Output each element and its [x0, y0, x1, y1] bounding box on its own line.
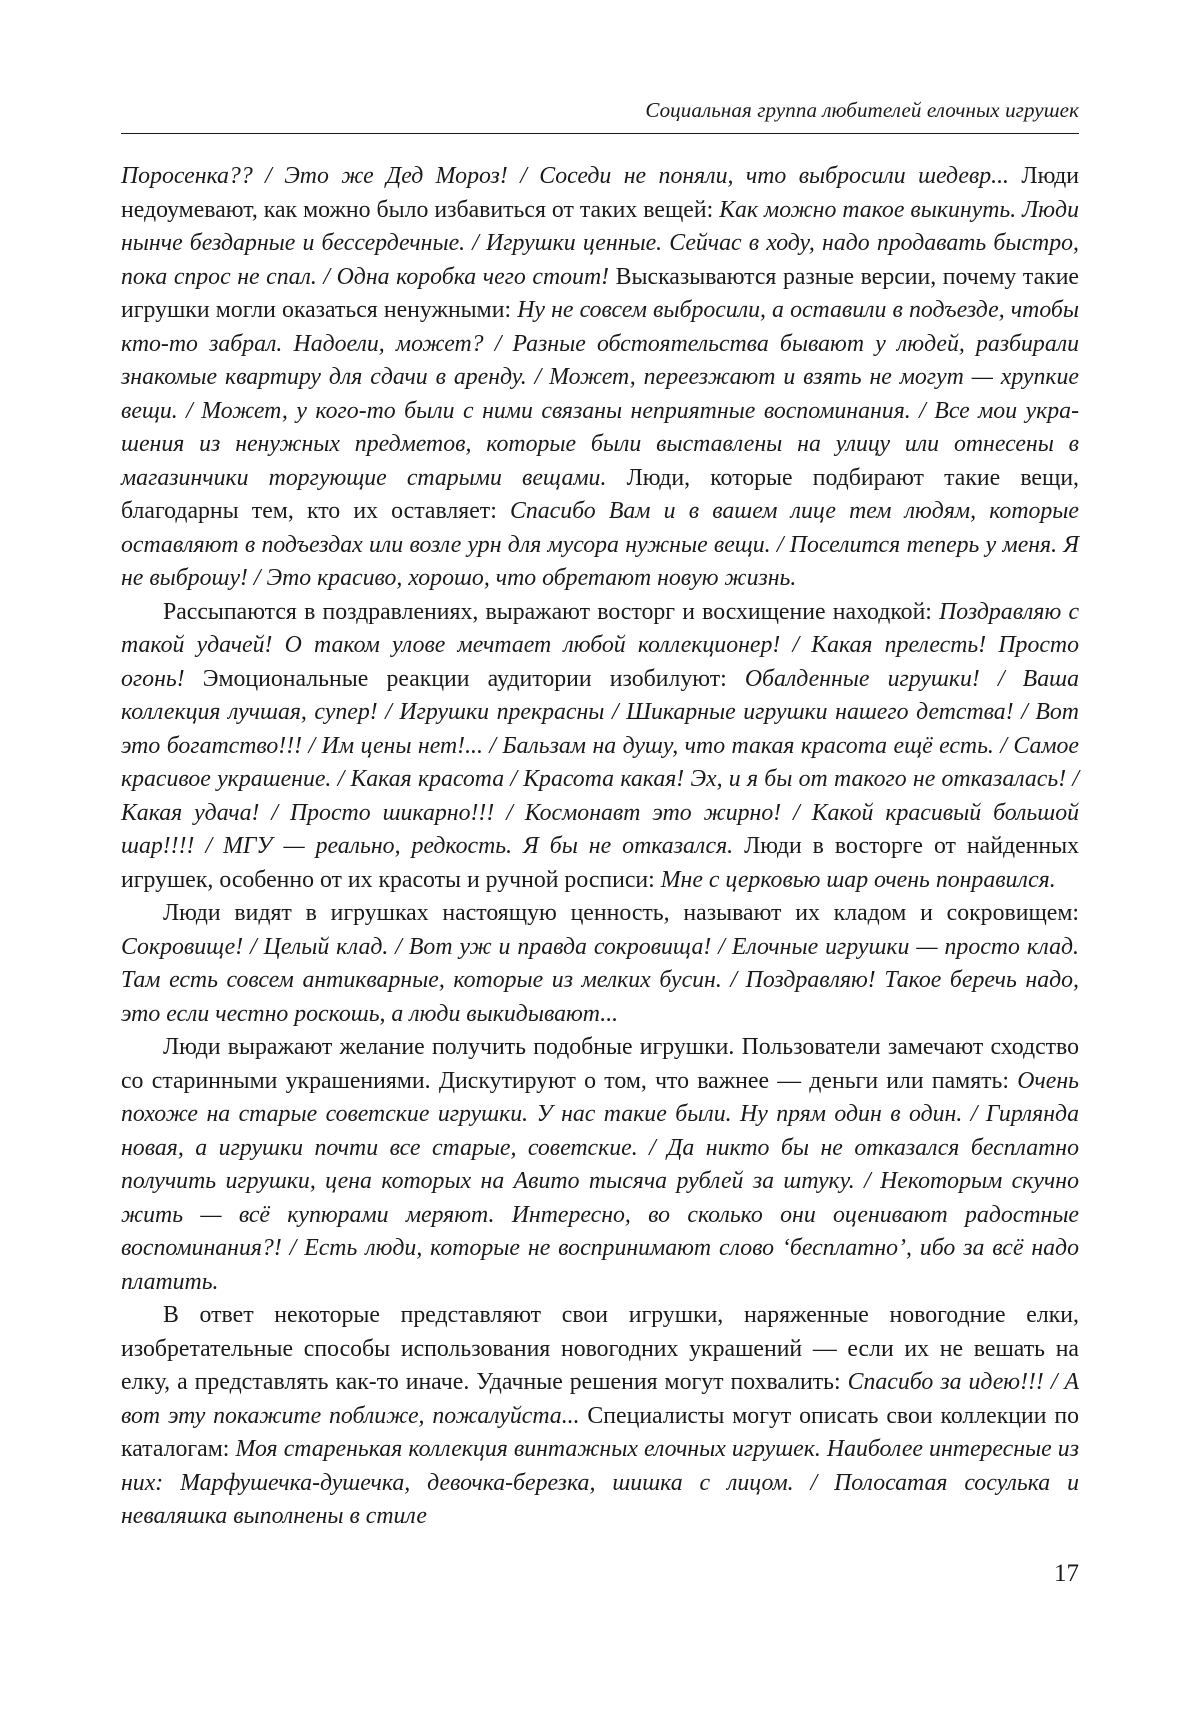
body-sentence: Специалисты могут описать свои коллекции по каталогам:: [121, 1402, 1079, 1462]
quoted-text: Поздравляю с такой удачей! О таком улове мечтает любой коллекционер! / Какая прелесть! Просто огонь!: [121, 598, 1080, 692]
body-sentence: Люди, которые подбирают такие вещи, благодарны тем, кто их оставляет:: [121, 464, 1079, 524]
body-sentence: Люди видят в игрушках настоящую ценность, называют их кладом и сокровищем:: [163, 900, 1079, 926]
quoted-text: Моя старенькая коллекция винтажных елочных игрушек. Наиболее интересные из них: Марфушечка-душечка, девочка-березка, шишка с лицом. / Полосатая сосулька и неваляшка выполнены в стиле: [121, 1436, 1079, 1529]
quoted-text: Поросенка?? / Это же Дед Мороз! / Соседи не поняли, что выбросили шедевр...: [121, 163, 1009, 189]
running-header: Социальная группа любителей елочных игрушек: [645, 98, 1079, 122]
quoted-text: Ну не совсем выбросили, а оставили в подъезде, чтобы кто-то забрал. Надоели, может? / Разные обстоятельства бывают у людей, разбирали знакомые квартиру для сдачи в аренду. / Может, переезжают и взять не могут — хрупкие вещи. / Может, у кого-то были с ними связаны неприятные воспоминания. / Все мои украшения из ненужных предметов, которые были выставлены на улицу или отнесены в магазинчики торгующие старыми вещами.: [121, 297, 1079, 491]
paragraph: [121, 1299, 1079, 1534]
quoted-text: Сокровище! / Целый клад. / Вот уж и правда сокровища! / Елочные игрушки — просто клад. Там есть совсем антикварные, которые из мелких бусин. / Поздравляю! Такое беречь надо, это если честно роскошь, а люди выкидывают...: [121, 933, 1079, 1027]
body-sentence: Люди выражают желание получить подобные игрушки. Пользователи замечают сходство со старинными украшениями. Дискутируют о том, что важнее — деньги или память:: [121, 1034, 1079, 1094]
paragraph: [121, 897, 1079, 1031]
quoted-text: Обалденные игрушки! / Ваша коллекция лучшая, супер! / Игрушки прекрасны / Шикарные игрушки нашего детства! / Вот это богатство!!! / Им цены нет!... / Бальзам на душу, что такая красота ещё есть. / Самое красивое украшение. / Какая красота / Красота какая! Эх, и я бы от такого не отказалась! / Какая удача! / Просто шикарно!!! / Космонавт это жирно! / Какой красивый большой шар!!!! / МГУ — реально, редкость. Я бы не отказался.: [121, 665, 1079, 859]
paragraph: [121, 1031, 1079, 1299]
quoted-text: Как можно такое выкинуть. Люди нынче бездарные и бессердечные. / Игрушки ценные. Сейчас в ходу, надо продавать быстро, пока спрос не спал. / Одна коробка чего стоит!: [121, 196, 1079, 290]
body-text: [121, 160, 1079, 1534]
body-sentence: Рассыпаются в поздравлениях, выражают восторг и восхищение находкой:: [163, 598, 940, 625]
body-sentence: В ответ некоторые представляют свои игрушки, наряженные новогодние елки, изобретательные способы использования новогодних украшений — если их не вешать на елку, а представлять как-то иначе. Удачные решения могут похвалить:: [121, 1302, 1079, 1395]
body-sentence: Эмоциональные реакции аудитории изобилуют:: [184, 665, 745, 692]
quoted-text: Спасибо за идею!!! / А вот эту покажите поближе, пожалуйста...: [121, 1369, 1079, 1429]
body-sentence: Люди в восторге от найденных игрушек, особенно от их красоты и ручной росписи:: [121, 833, 1079, 893]
header-rule: [121, 133, 1079, 134]
quoted-text: Спасибо Вам и в вашем лице тем людям, которые оставляют в подъездах или возле урн для мусора нужные вещи. / Поселится теперь у меня. Я не выброшу! / Это красиво, хорошо, что обретают новую жизнь.: [121, 498, 1079, 591]
page-number: 17: [1054, 1560, 1079, 1587]
body-sentence: Высказываются разные версии, почему такие игрушки могли оказаться ненужными:: [121, 263, 1079, 323]
quoted-text: Мне с церковью шар очень понравился.: [660, 866, 1056, 893]
body-sentence: Люди недоумевают, как можно было избавиться от таких вещей:: [121, 163, 1079, 223]
book-page: [121, 0, 1079, 1710]
paragraph: [121, 160, 1079, 596]
paragraph: [121, 596, 1079, 898]
quoted-text: Очень похоже на старые советские игрушки. У нас такие были. Ну прям один в один. / Гирлянда новая, а игрушки почти все старые, советские. / Да никто бы не отказался бесплатно получить игрушки, цена которых на Авито тысяча рублей за штуку. / Некоторым скучно жить — всё купюрами меряют. Интересно, во сколько они оценивают радостные воспоминания?! / Есть люди, которые не воспринимают слово ‘бесплатно’, ибо за всё надо платить.: [121, 1067, 1079, 1295]
